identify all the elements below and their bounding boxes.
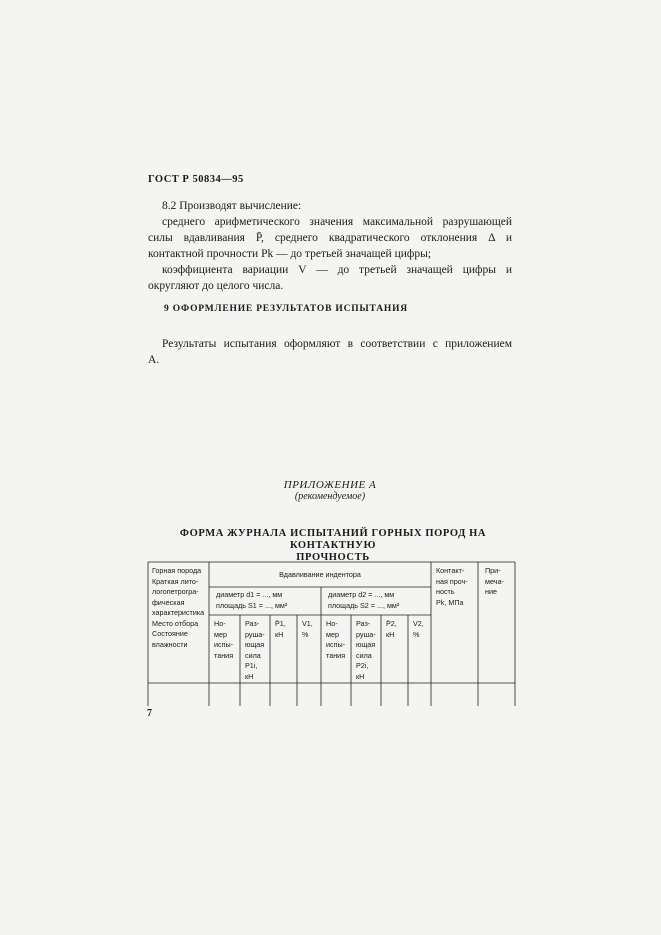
form-title-line: ПРОЧНОСТЬ	[296, 552, 370, 563]
note-header: При- меча- ние	[485, 566, 504, 596]
section-9-text-line: А.	[148, 354, 160, 366]
mean-force-2-header: P̄2, кН	[386, 619, 397, 639]
section-9-text-line: Результаты испытания оформляют в соответствии с приложением	[162, 338, 512, 350]
breaking-force-2-header: Раз- руша- ющая сила P2i, кН	[356, 619, 376, 681]
breaking-force-1-header: Раз- руша- ющая сила P1i, кН	[245, 619, 265, 681]
contact-strength-header: Контакт- ная проч- ность Pk, МПа	[436, 566, 468, 607]
appendix-subtitle: (рекомендуемое)	[294, 491, 366, 502]
variation-2-header: V2, %	[413, 619, 424, 639]
test-number-header: Но- мер испы- тания	[326, 619, 346, 660]
mean-force-1-header: P̄1, кН	[275, 619, 286, 639]
section-9-title: 9 ОФОРМЛЕНИЕ РЕЗУЛЬТАТОВ ИСПЫТАНИЯ	[164, 304, 408, 314]
indenter-1-params: диаметр d1 = ..., мм площадь S1 = ..., мм²	[216, 590, 288, 610]
document-code: ГОСТ Р 50834—95	[148, 174, 244, 185]
clause-8-2-text-line: округляют до целого числа.	[148, 280, 284, 292]
clause-8-2-text-line: контактной прочности Pk — до третьей значащей цифры;	[148, 248, 432, 260]
test-number-header: Но- мер испы- тания	[214, 619, 234, 660]
appendix-title: ПРИЛОЖЕНИЕ А	[283, 479, 377, 491]
form-title-line: ФОРМА ЖУРНАЛА ИСПЫТАНИЙ ГОРНЫХ ПОРОД НА КОНТАКТНУЮ	[179, 528, 487, 551]
page-number: 7	[147, 708, 152, 719]
clause-8-2-text-line: коэффициента вариации V — до третьей значащей цифры и	[162, 264, 512, 276]
clause-8-2-text-line: силы вдавливания P̄, среднего квадратического отклонения Δ и	[148, 232, 512, 244]
variation-1-header: V1, %	[302, 619, 313, 639]
clause-8-2-text-line: среднего арифметического значения максимальной разрушающей	[162, 216, 512, 228]
indenter-2-params: диаметр d2 = ..., мм площадь S2 = ..., мм²	[328, 590, 400, 610]
clause-8-2-heading: 8.2 Производят вычисление:	[162, 200, 302, 212]
rock-description-header: Горная порода Краткая лито- логопетрогра- фическая характеристика Место отбора Состояние влажности	[152, 566, 205, 649]
indentation-group-header: Вдавливание индентора	[279, 570, 361, 579]
